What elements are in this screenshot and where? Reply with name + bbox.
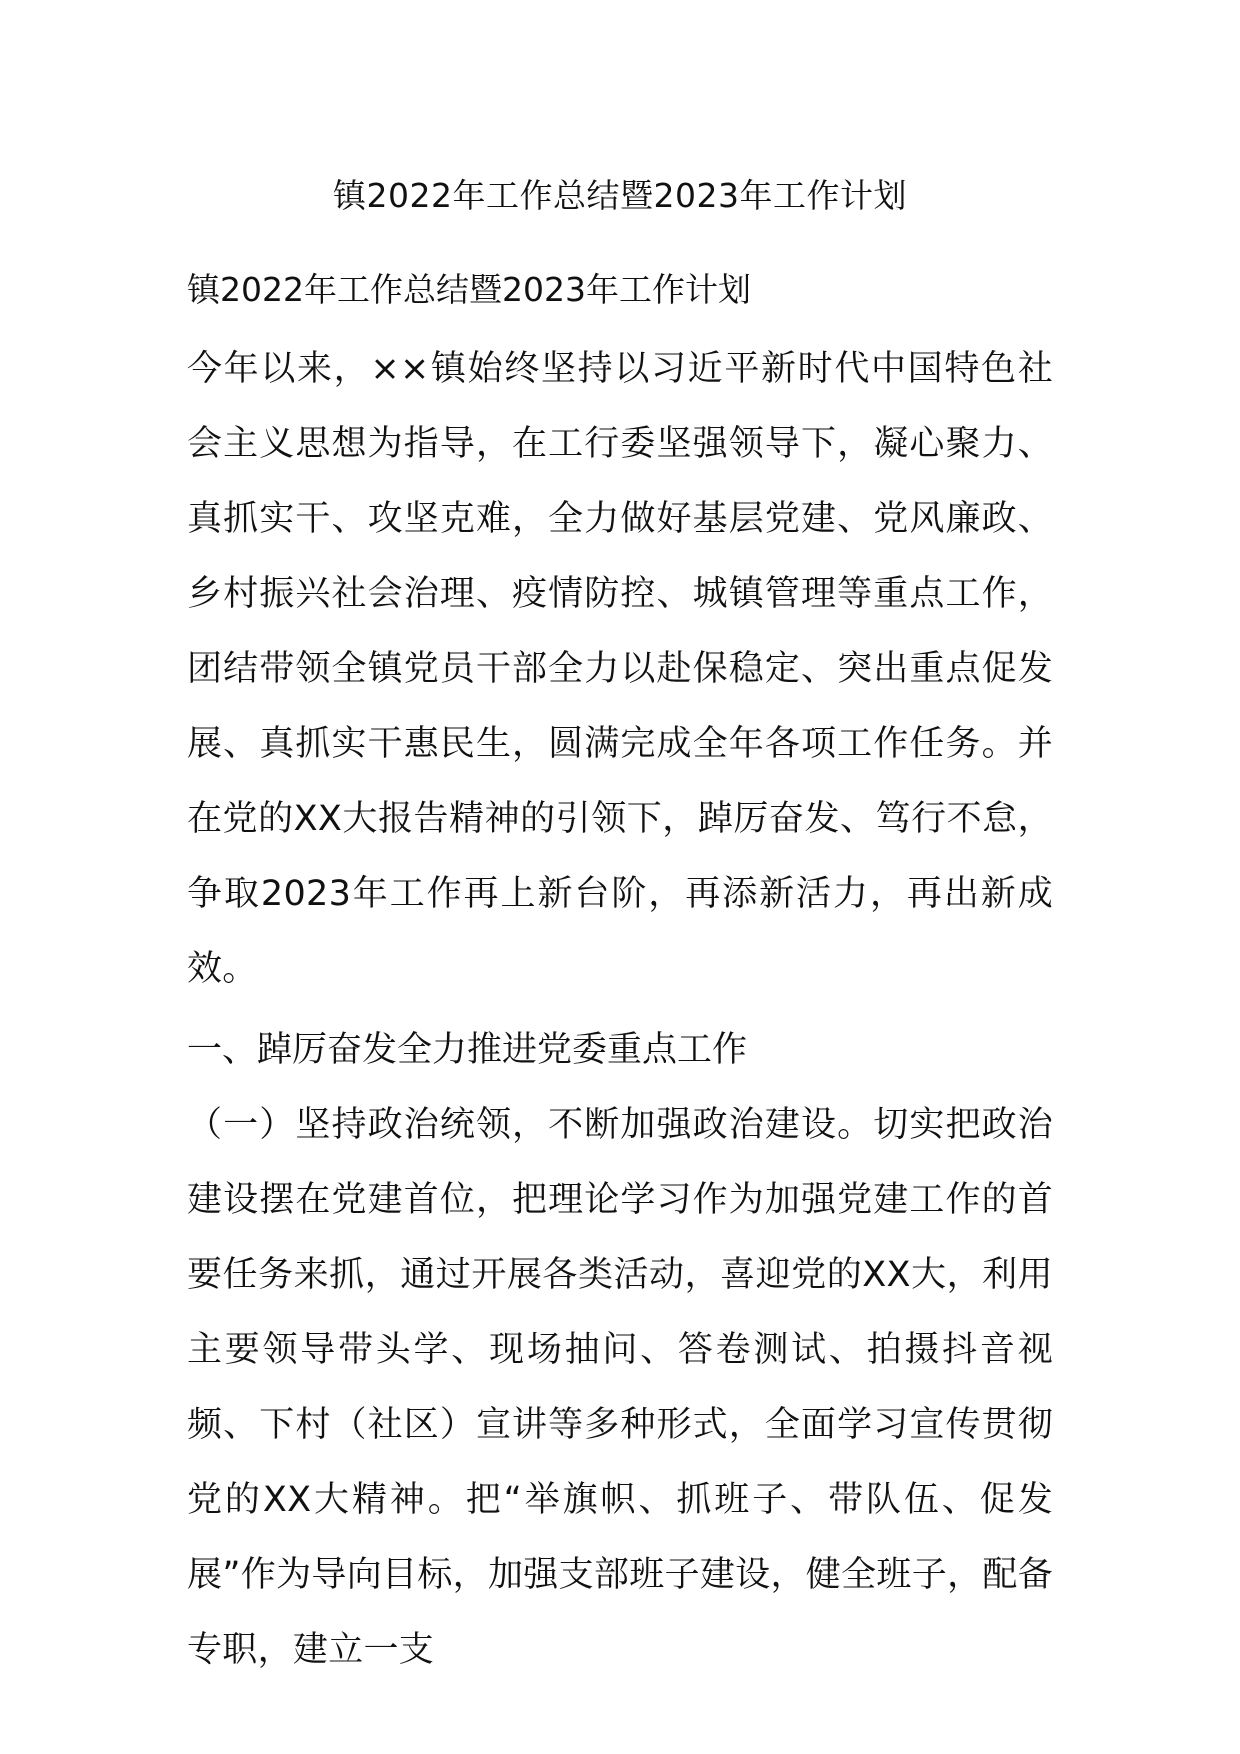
document-body	[187, 260, 1053, 1688]
section-paragraph: （一）坚持政治统领，不断加强政治建设。切实把政治建设摆在党建首位，把理论学习作为加强党建工作的首要任务来抓，通过开展各类活动，喜迎党的XX大，利用主要领导带头学、现场抽问、答卷测试、拍摄抖音视频、下村（社区）宣讲等多种形式，全面学习宣传贯彻党的XX大精神。把“举旗帜、抓班子、带队伍、促发展”作为导向目标，加强支部班子建设，健全班子，配备专职，建立一支	[187, 1105, 1053, 1670]
intro-paragraph: 今年以来，××镇始终坚持以习近平新时代中国特色社会主义思想为指导，在工行委坚强领导下，凝心聚力、真抓实干、攻坚克难，全力做好基层党建、党风廉政、乡村振兴社会治理、疫情防控、城镇管理等重点工作，团结带领全镇党员干部全力以赴保稳定、突出重点促发展、真抓实干惠民生，圆满完成全年各项工作任务。并在党的XX大报告精神的引领下，踔厉奋发、笃行不怠，争取2023年工作再上新台阶，再添新活力，再出新成效。	[187, 349, 1053, 989]
section-heading: 一、踔厉奋发全力推进党委重点工作	[187, 1030, 748, 1070]
document-title: 镇2022年工作总结暨2023年工作计划	[333, 176, 907, 215]
document-subtitle: 镇2022年工作总结暨2023年工作计划	[187, 270, 751, 309]
